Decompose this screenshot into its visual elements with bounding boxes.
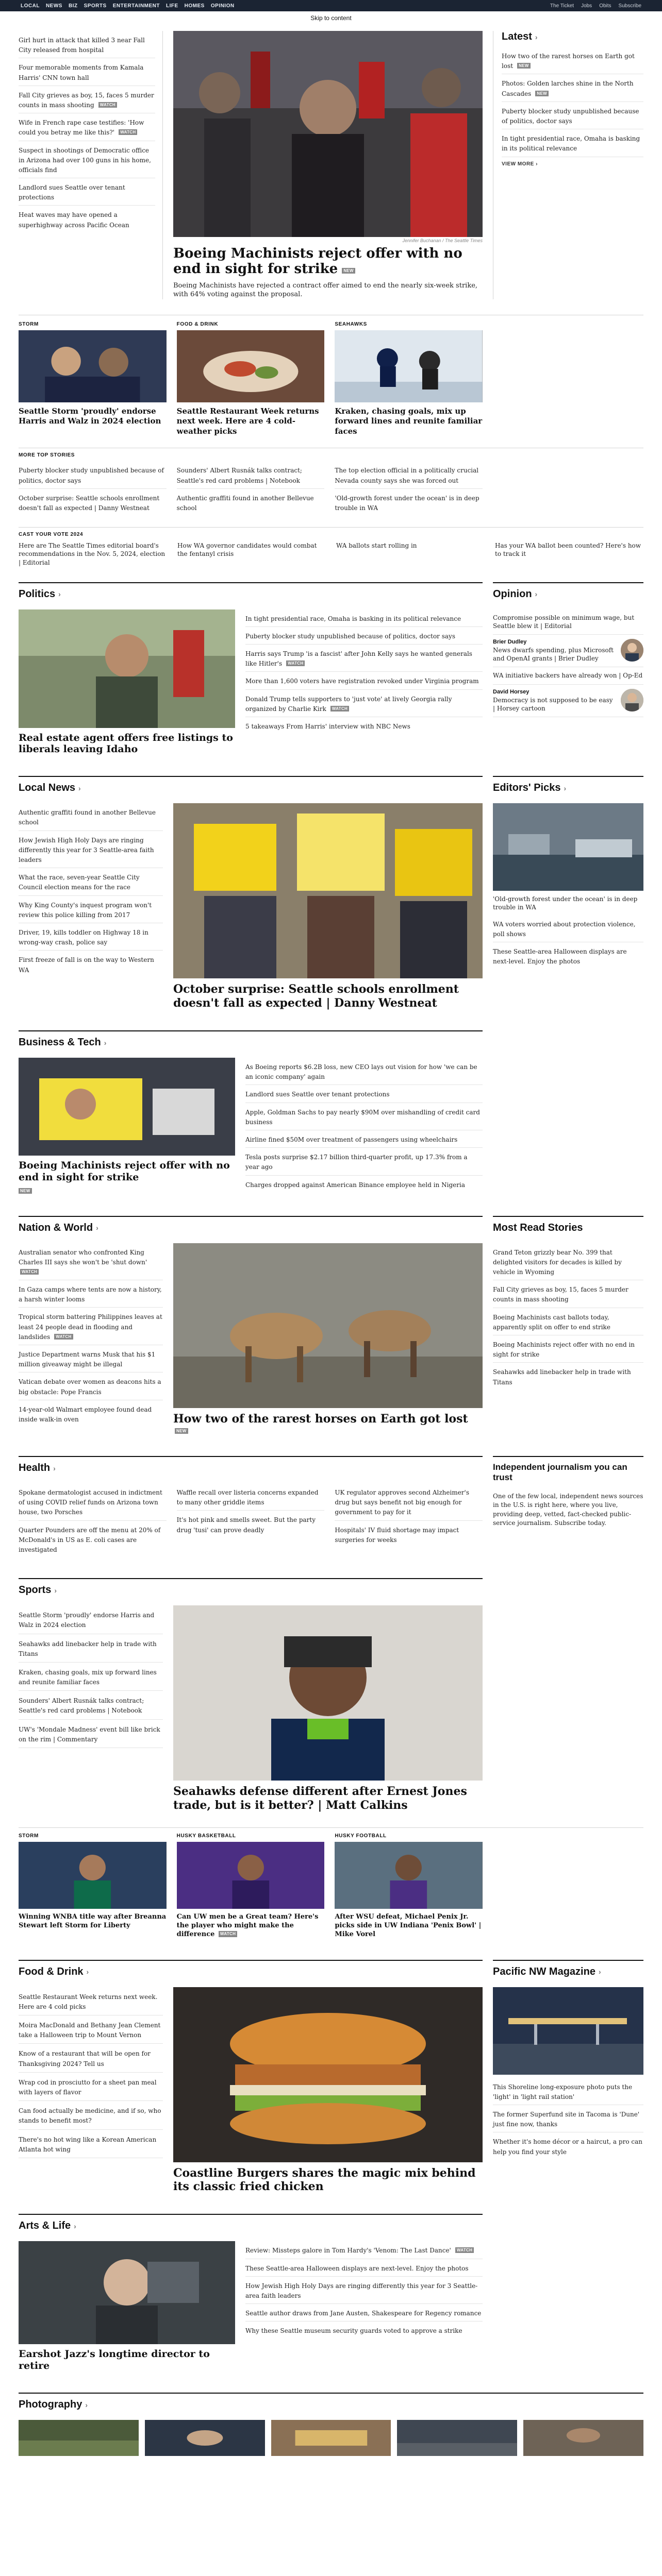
sports-card-image[interactable] — [335, 1842, 483, 1909]
editors-image[interactable] — [493, 803, 643, 891]
chevron-right-icon: › — [74, 2222, 76, 2230]
food-item[interactable]: There's no hot wing like a Korean American Atlanta hot wing — [19, 2130, 163, 2158]
hero-section — [19, 31, 643, 299]
photo-thumb[interactable] — [523, 2420, 643, 2456]
sports-card-image[interactable] — [19, 1842, 167, 1909]
nav-life[interactable]: LIFE — [166, 3, 178, 9]
vote-item[interactable]: Here are The Seattle Times editorial board's recommendations in the Nov. 5, 2024, election | Editorial — [19, 542, 166, 566]
editors-headline[interactable]: 'Old-growth forest under the ocean' is in deep trouble in WA — [493, 895, 638, 911]
health-item[interactable]: Quarter Pounders are off the menu at 20% of McDonald's in US as E. coli cases are investigated — [19, 1526, 161, 1553]
food-item[interactable]: Seattle Restaurant Week returns next week. Here are 4 cold picks — [19, 1987, 163, 2015]
pnw-title[interactable]: Pacific NW Magazine — [493, 1965, 595, 1977]
chevron-right-icon: › — [86, 1968, 89, 1976]
nation-item[interactable]: Tropical storm battering Philippines leaves at least 24 people dead in flooding and landslides WATCH — [19, 1308, 163, 1345]
hero-summary: Boeing Machinists have rejected a contract offer aimed to end the nearly six-week strike, with 64% voting against the proposal. — [173, 281, 478, 299]
opinion-title[interactable]: Opinion — [493, 588, 532, 600]
featured-image[interactable] — [177, 330, 325, 402]
latest-panel — [493, 31, 643, 299]
featured-card[interactable]: SEAHAWKS Kraken, chasing goals, mix up forward lines and reunite familiar faces — [335, 321, 483, 436]
health-item[interactable]: It's hot pink and smells sweet. But the party drug 'tusi' can prove deadly — [176, 1516, 316, 1534]
nation-world — [19, 1216, 643, 1435]
health-title[interactable]: Health — [19, 1462, 51, 1474]
chevron-right-icon: › — [53, 1464, 56, 1472]
chevron-right-icon: › — [58, 590, 61, 599]
independent-title: Independent journalism you can trust — [493, 1462, 627, 1483]
most-read-item[interactable]: Boeing Machinists cast ballots today, apparently split on offer to end strike — [493, 1308, 643, 1335]
business-item[interactable]: Airline fined $50M over treatment of passengers using wheelchairs — [245, 1130, 483, 1148]
health — [19, 1456, 643, 1557]
vote-item[interactable]: How WA governor candidates would combat the fentanyl crisis — [177, 542, 317, 558]
nation-image[interactable] — [173, 1243, 483, 1408]
nav-jobs[interactable]: Jobs — [581, 3, 592, 9]
business-image[interactable] — [19, 1058, 235, 1156]
politics-item[interactable]: Donald Trump tells supporters to 'just vote' at lively Georgia rally organized by Charlie Kirk WATCH — [245, 690, 483, 717]
hero-list-item[interactable]: Wife in French rape case testifies: 'How could you betray me like this?' WATCH — [19, 113, 155, 141]
photo-thumb[interactable] — [145, 2420, 265, 2456]
most-read-item[interactable]: Grand Teton grizzly bear No. 399 that delighted visitors for decades is killed by vehicle in Wyoming — [493, 1243, 643, 1281]
hero-main — [173, 31, 483, 299]
featured-image[interactable] — [19, 330, 167, 402]
featured-card[interactable]: STORM Seattle Storm 'proudly' endorse Harris and Walz in 2024 election — [19, 321, 167, 437]
nav-news[interactable]: NEWS — [45, 3, 62, 9]
health-item[interactable]: Hospitals' IV fluid shortage may impact surgeries for weeks — [335, 1526, 459, 1544]
latest-item[interactable]: Photos: Golden larches shine in the North Cascades NEW — [502, 74, 643, 101]
nav-links — [21, 3, 235, 9]
nav-obits[interactable]: Obits — [599, 3, 611, 9]
food-drink — [19, 1960, 643, 2194]
avatar — [621, 639, 643, 662]
politics-item[interactable]: In tight presidential race, Omaha is basking in its political relevance — [245, 609, 483, 627]
latest-title[interactable]: Latest — [502, 31, 532, 42]
hero-list-item[interactable]: Girl hurt in attack that killed 3 near Fall City released from hospital — [19, 31, 155, 58]
local-item[interactable]: Driver, 19, kills toddler on Highway 18 in wrong-way crash, police say — [19, 923, 163, 951]
politics-image[interactable] — [19, 609, 235, 728]
nation-item[interactable]: Australian senator who confronted King Charles III says she won't be 'shut down' WATCH — [19, 1243, 163, 1280]
arts-image[interactable] — [19, 2241, 235, 2344]
business-item[interactable]: Apple, Goldman Sachs to pay nearly $90M over mishandling of credit card business — [245, 1103, 483, 1130]
hero-credit: Jennifer Buchanan / The Seattle Times — [402, 238, 483, 243]
arts-item[interactable]: These Seattle-area Halloween displays are next-level. Enjoy the photos — [245, 2259, 483, 2277]
local-item[interactable]: How Jewish High Holy Days are ringing differently this year for 3 Seattle-area faith leaders — [19, 831, 163, 869]
nation-item[interactable]: 14-year-old Walmart employee found dead inside walk-in oven — [19, 1405, 152, 1423]
local-item[interactable]: Authentic graffiti found in another Bellevue school — [19, 803, 163, 831]
business-item[interactable]: Tesla posts surprise $2.17 billion third-quarter profit, up 17.3% from a year ago — [245, 1148, 483, 1175]
opinion-item[interactable]: WA initiative backers have already won | Op-Ed — [493, 667, 643, 684]
chevron-right-icon: › — [536, 161, 538, 167]
nation-title[interactable]: Nation & World — [19, 1222, 93, 1233]
politics-title[interactable]: Politics — [19, 588, 56, 600]
vote-item[interactable]: Has your WA ballot been counted? Here's how to track it — [495, 542, 641, 558]
business-tech — [19, 1030, 643, 1195]
nav-subscribe[interactable]: Subscribe — [618, 3, 641, 9]
avatar — [621, 689, 643, 711]
local-title[interactable]: Local News — [19, 782, 76, 794]
sports-card[interactable]: HUSKY FOOTBALL After WSU defeat, Michael Penix Jr. picks side in UW Indiana 'Penix Bowl' | Mike Vorel — [335, 1833, 483, 1939]
most-read-title[interactable]: Most Read Stories — [493, 1222, 583, 1233]
latest-item[interactable]: How two of the rarest horses on Earth got lost NEW — [502, 47, 643, 74]
photography-title[interactable]: Photography — [19, 2399, 82, 2410]
sports-item[interactable]: Seahawks add linebacker help in trade with Titans — [19, 1634, 163, 1663]
top-nav — [0, 0, 662, 11]
story-item[interactable]: Sounders' Albert Rusnák talks contract; Seattle's red card problems | Notebook — [177, 461, 325, 488]
arts-headline[interactable]: Earshot Jazz's longtime director to retire — [19, 2348, 210, 2372]
editors-item[interactable]: These Seattle-area Halloween displays are next-level. Enjoy the photos — [493, 948, 627, 965]
watch-badge: WATCH — [54, 1334, 73, 1340]
hero-image[interactable] — [173, 31, 483, 237]
most-read-item[interactable]: Fall City grieves as boy, 15, faces 5 murder counts in mass shooting — [493, 1280, 643, 1308]
hero-list-item[interactable]: Landlord sues Seattle over tenant protections — [19, 178, 155, 206]
story-item[interactable]: The top election official in a politically crucial Nevada county says she was forced out — [335, 461, 483, 488]
featured-image[interactable] — [335, 330, 483, 402]
photo-thumb[interactable] — [19, 2420, 139, 2456]
most-read-item[interactable]: Seahawks add linebacker help in trade with Titans — [493, 1368, 631, 1386]
nav-biz[interactable]: BIZ — [68, 3, 78, 9]
local-news — [19, 776, 643, 1010]
nation-headline[interactable]: How two of the rarest horses on Earth got lost — [173, 1412, 468, 1426]
arts-item[interactable]: Seattle author draws from Jane Austen, Shakespeare for Regency romance — [245, 2304, 483, 2321]
sports-item[interactable]: UW's 'Mondale Madness' event bill like brick on the rim | Commentary — [19, 1720, 163, 1748]
story-item[interactable]: October surprise: Seattle schools enrollment doesn't fall as expected | Danny Westneat — [19, 494, 160, 512]
business-item[interactable]: Landlord sues Seattle over tenant protections — [245, 1085, 483, 1103]
watch-badge: WATCH — [286, 660, 305, 666]
watch-badge: WATCH — [455, 2247, 474, 2253]
watch-badge: WATCH — [219, 1931, 237, 1937]
watch-badge: WATCH — [119, 129, 137, 135]
chevron-right-icon: › — [535, 590, 538, 599]
opinion-item[interactable]: David Horsey Democracy is not supposed to be easy | Horsey cartoon — [493, 685, 643, 717]
sports — [19, 1578, 643, 1812]
featured-row — [19, 315, 643, 437]
nav-opinion[interactable]: OPINION — [210, 3, 235, 9]
politics-item[interactable]: Harris says Trump 'is a fascist' after John Kelly says he wanted generals like Hitler's WATCH — [245, 645, 483, 672]
hero-list-item[interactable]: Heat waves may have opened a superhighway across Pacific Ocean — [19, 211, 129, 229]
business-item[interactable]: Charges dropped against American Binance employee held in Nigeria — [245, 1181, 465, 1189]
editors-item[interactable]: WA voters worried about protection violence, poll shows — [493, 915, 643, 942]
watch-badge: WATCH — [330, 706, 349, 711]
sports-headline[interactable]: Seahawks defense different after Ernest Jones trade, but is it better? | Matt Calkins — [173, 1785, 467, 1812]
opinion-item[interactable]: Compromise possible on minimum wage, but Seattle blew it | Editorial — [493, 609, 643, 635]
sports-item[interactable]: Seattle Storm 'proudly' endorse Harris and Walz in 2024 election — [19, 1605, 163, 1634]
chevron-right-icon: › — [535, 32, 538, 41]
story-item[interactable]: Puberty blocker study unpublished because of politics, doctor says — [19, 461, 167, 488]
photo-thumb[interactable] — [397, 2420, 517, 2456]
new-badge: NEW — [175, 1428, 188, 1434]
food-image[interactable] — [173, 1987, 483, 2162]
arts-title[interactable]: Arts & Life — [19, 2220, 71, 2232]
politics-item[interactable]: 5 takeaways From Harris' interview with NBC News — [245, 723, 410, 730]
business-title[interactable]: Business & Tech — [19, 1037, 101, 1048]
chevron-right-icon: › — [96, 1224, 98, 1232]
food-title[interactable]: Food & Drink — [19, 1965, 84, 1977]
hero-headline[interactable]: Boeing Machinists reject offer with no end in sight for strike — [173, 246, 462, 277]
watch-badge: WATCH — [98, 102, 117, 108]
sports-item[interactable]: Sounders' Albert Rusnák talks contract; Seattle's red card problems | Notebook — [19, 1691, 163, 1719]
sports-image[interactable] — [173, 1605, 483, 1781]
nav-util — [550, 3, 641, 9]
chevron-right-icon: › — [78, 784, 81, 792]
view-more-link[interactable]: VIEW MORE › — [502, 161, 538, 167]
pnw-item[interactable]: This Shoreline long-exposure photo puts the 'light' in 'light rail station' — [493, 2078, 643, 2105]
arts-item[interactable]: Review: Missteps galore in Tom Hardy's 'Venom: The Last Dance' WATCH — [245, 2241, 483, 2259]
hero-left-list — [19, 31, 163, 299]
latest-item[interactable]: In tight presidential race, Omaha is basking in its political relevance — [502, 129, 643, 157]
new-badge: NEW — [19, 1188, 32, 1194]
hero-list-item[interactable]: Suspect in shootings of Democratic office in Arizona had over 100 guns in his home, officials find — [19, 141, 155, 179]
arts-item[interactable]: How Jewish High Holy Days are ringing differently this year for 3 Seattle-area faith leaders — [245, 2277, 483, 2304]
health-item[interactable]: Waffle recall over listeria concerns expanded to many other griddle items — [177, 1483, 325, 1511]
skip-to-content[interactable]: Skip to content — [310, 14, 352, 22]
nav-sports[interactable]: SPORTS — [84, 3, 107, 9]
sports-row — [19, 1827, 643, 1939]
sports-title[interactable]: Sports — [19, 1584, 52, 1596]
local-item[interactable]: First freeze of fall is on the way to Western WA — [19, 956, 154, 974]
new-badge: NEW — [342, 268, 355, 274]
more-top-stories: MORE TOP STORIES Puberty blocker study unpublished because of politics, doctor says October surprise: Seattle schools enrollment doesn't fall as expected | Danny Westneat Sounders' Albert Rusnák talks contract; Seattle's red card problems | Notebook Authentic graffiti found in another Bellevue school The top election official in a politically crucial Nevada county says she was forced out 'Old-growth forest under the ocean' is in deep trouble in WA — [19, 448, 643, 516]
business-item[interactable]: As Boeing reports $6.2B loss, new CEO lays out vision for how 'we can be an iconic company' again — [245, 1058, 483, 1085]
latest-item[interactable]: Puberty blocker study unpublished because of politics, doctor says — [502, 102, 643, 129]
chevron-right-icon: › — [85, 2400, 88, 2409]
food-item[interactable]: Know of a restaurant that will be open for Thanksgiving 2024? Tell us — [19, 2044, 163, 2072]
cast-your-vote: CAST YOUR VOTE 2024 Here are The Seattle Times editorial board's recommendations in the Nov. 5, 2024, election | Editorial How WA governor candidates would combat the fentanyl crisis WA ballots start rolling in Has your WA ballot been counted? Here's how to track it — [19, 527, 643, 567]
photo-thumb[interactable] — [271, 2420, 391, 2456]
nation-item[interactable]: Vatican debate over women as deacons hits a big obstacle: Pope Francis — [19, 1372, 163, 1400]
most-read-item[interactable]: Boeing Machinists reject offer with no end in sight for strike — [493, 1335, 643, 1363]
food-item[interactable]: Moira MacDonald and Bethany Jean Clement take a Halloween trip to Mount Vernon — [19, 2015, 163, 2044]
local-image[interactable] — [173, 803, 483, 978]
chevron-right-icon: › — [104, 1038, 107, 1047]
local-item[interactable]: Why King County's inquest program won't review this police killing from 2017 — [19, 896, 163, 923]
sports-item[interactable]: Kraken, chasing goals, mix up forward lines and reunite familiar faces — [19, 1663, 163, 1691]
pnw-item[interactable]: Whether it's home décor or a haircut, a pro can help you find your style — [493, 2138, 642, 2156]
nation-item[interactable]: Justice Department warns Musk that his $1 million giveaway might be illegal — [19, 1345, 163, 1372]
editors-title[interactable]: Editors' Picks — [493, 782, 561, 794]
sports-card-image[interactable] — [177, 1842, 325, 1909]
food-item[interactable]: Can food actually be medicine, and if so, who stands to benefit most? — [19, 2101, 163, 2129]
local-headline[interactable]: October surprise: Seattle schools enrollment doesn't fall as expected | Danny Westneat — [173, 982, 459, 1010]
hero-list-item[interactable]: Four memorable moments from Kamala Harris' CNN town hall — [19, 58, 155, 86]
nation-item[interactable]: In Gaza camps where tents are now a history, a harsh winter looms — [19, 1280, 163, 1308]
featured-card[interactable]: FOOD & DRINK Seattle Restaurant Week returns next week. Here are 4 cold-weather picks — [177, 321, 325, 437]
new-badge: NEW — [517, 63, 531, 69]
vote-item[interactable]: WA ballots start rolling in — [336, 542, 417, 550]
new-badge: NEW — [535, 91, 549, 96]
food-headline[interactable]: Coastline Burgers shares the magic mix behind its classic fried chicken — [173, 2166, 476, 2194]
business-headline[interactable]: Boeing Machinists reject offer with no end in sight for strike — [19, 1160, 230, 1183]
nav-homes[interactable]: HOMES — [184, 3, 205, 9]
pnw-image[interactable] — [493, 1987, 643, 2075]
pnw-item[interactable]: The former Superfund site in Tacoma is 'Dune' just fine now, thanks — [493, 2105, 643, 2132]
story-item[interactable]: 'Old-growth forest under the ocean' is in deep trouble in WA — [335, 494, 479, 512]
independent-text: One of the few local, independent news sources in the U.S. is right here, where you live, providing deep, vetted, fact-checked public-service journalism. Subscribe today. — [493, 1493, 643, 1527]
nav-local[interactable]: LOCAL — [21, 3, 40, 9]
watch-badge: WATCH — [20, 1269, 39, 1275]
sports-card[interactable]: HUSKY BASKETBALL Can UW men be a Great team? Here's the player who might make the difference WATCH — [177, 1833, 325, 1939]
chevron-right-icon: › — [598, 1968, 601, 1976]
arts-life — [19, 2214, 643, 2372]
story-item[interactable]: Authentic graffiti found in another Bellevue school — [176, 494, 314, 512]
sports-card[interactable]: STORM Winning WNBA title way after Breanna Stewart left Storm for Liberty — [19, 1833, 167, 1929]
chevron-right-icon: › — [564, 784, 567, 792]
hero-list-item[interactable]: Fall City grieves as boy, 15, faces 5 murder counts in mass shooting WATCH — [19, 86, 155, 113]
nav-entertainment[interactable]: ENTERTAINMENT — [112, 3, 160, 9]
food-item[interactable]: Wrap cod in prosciutto for a sheet pan meal with layers of flavor — [19, 2073, 163, 2101]
local-item[interactable]: What the race, seven-year Seattle City Council election means for the race — [19, 868, 163, 895]
opinion-item[interactable]: Brier Dudley News dwarfs spending, plus Microsoft and OpenAI grants | Brier Dudley — [493, 635, 643, 667]
nav-ticket[interactable]: The Ticket — [550, 3, 574, 9]
photography — [19, 2393, 643, 2456]
politics-item[interactable]: Puberty blocker study unpublished because of politics, doctor says — [245, 627, 483, 645]
politics-opinion — [19, 582, 643, 756]
politics-headline[interactable]: Real estate agent offers free listings to liberals leaving Idaho — [19, 732, 233, 755]
arts-item[interactable]: Why these Seattle museum security guards voted to approve a strike — [245, 2327, 462, 2335]
politics-item[interactable]: More than 1,600 voters have registration revoked under Virginia program — [245, 672, 483, 689]
health-item[interactable]: UK regulator approves second Alzheimer's drug but says benefit not big enough for government to pay for it — [335, 1483, 483, 1521]
chevron-right-icon: › — [54, 1586, 57, 1595]
health-item[interactable]: Spokane dermatologist accused in indictment of using COVID relief funds on Arizona town house, two Porsches — [19, 1483, 167, 1521]
